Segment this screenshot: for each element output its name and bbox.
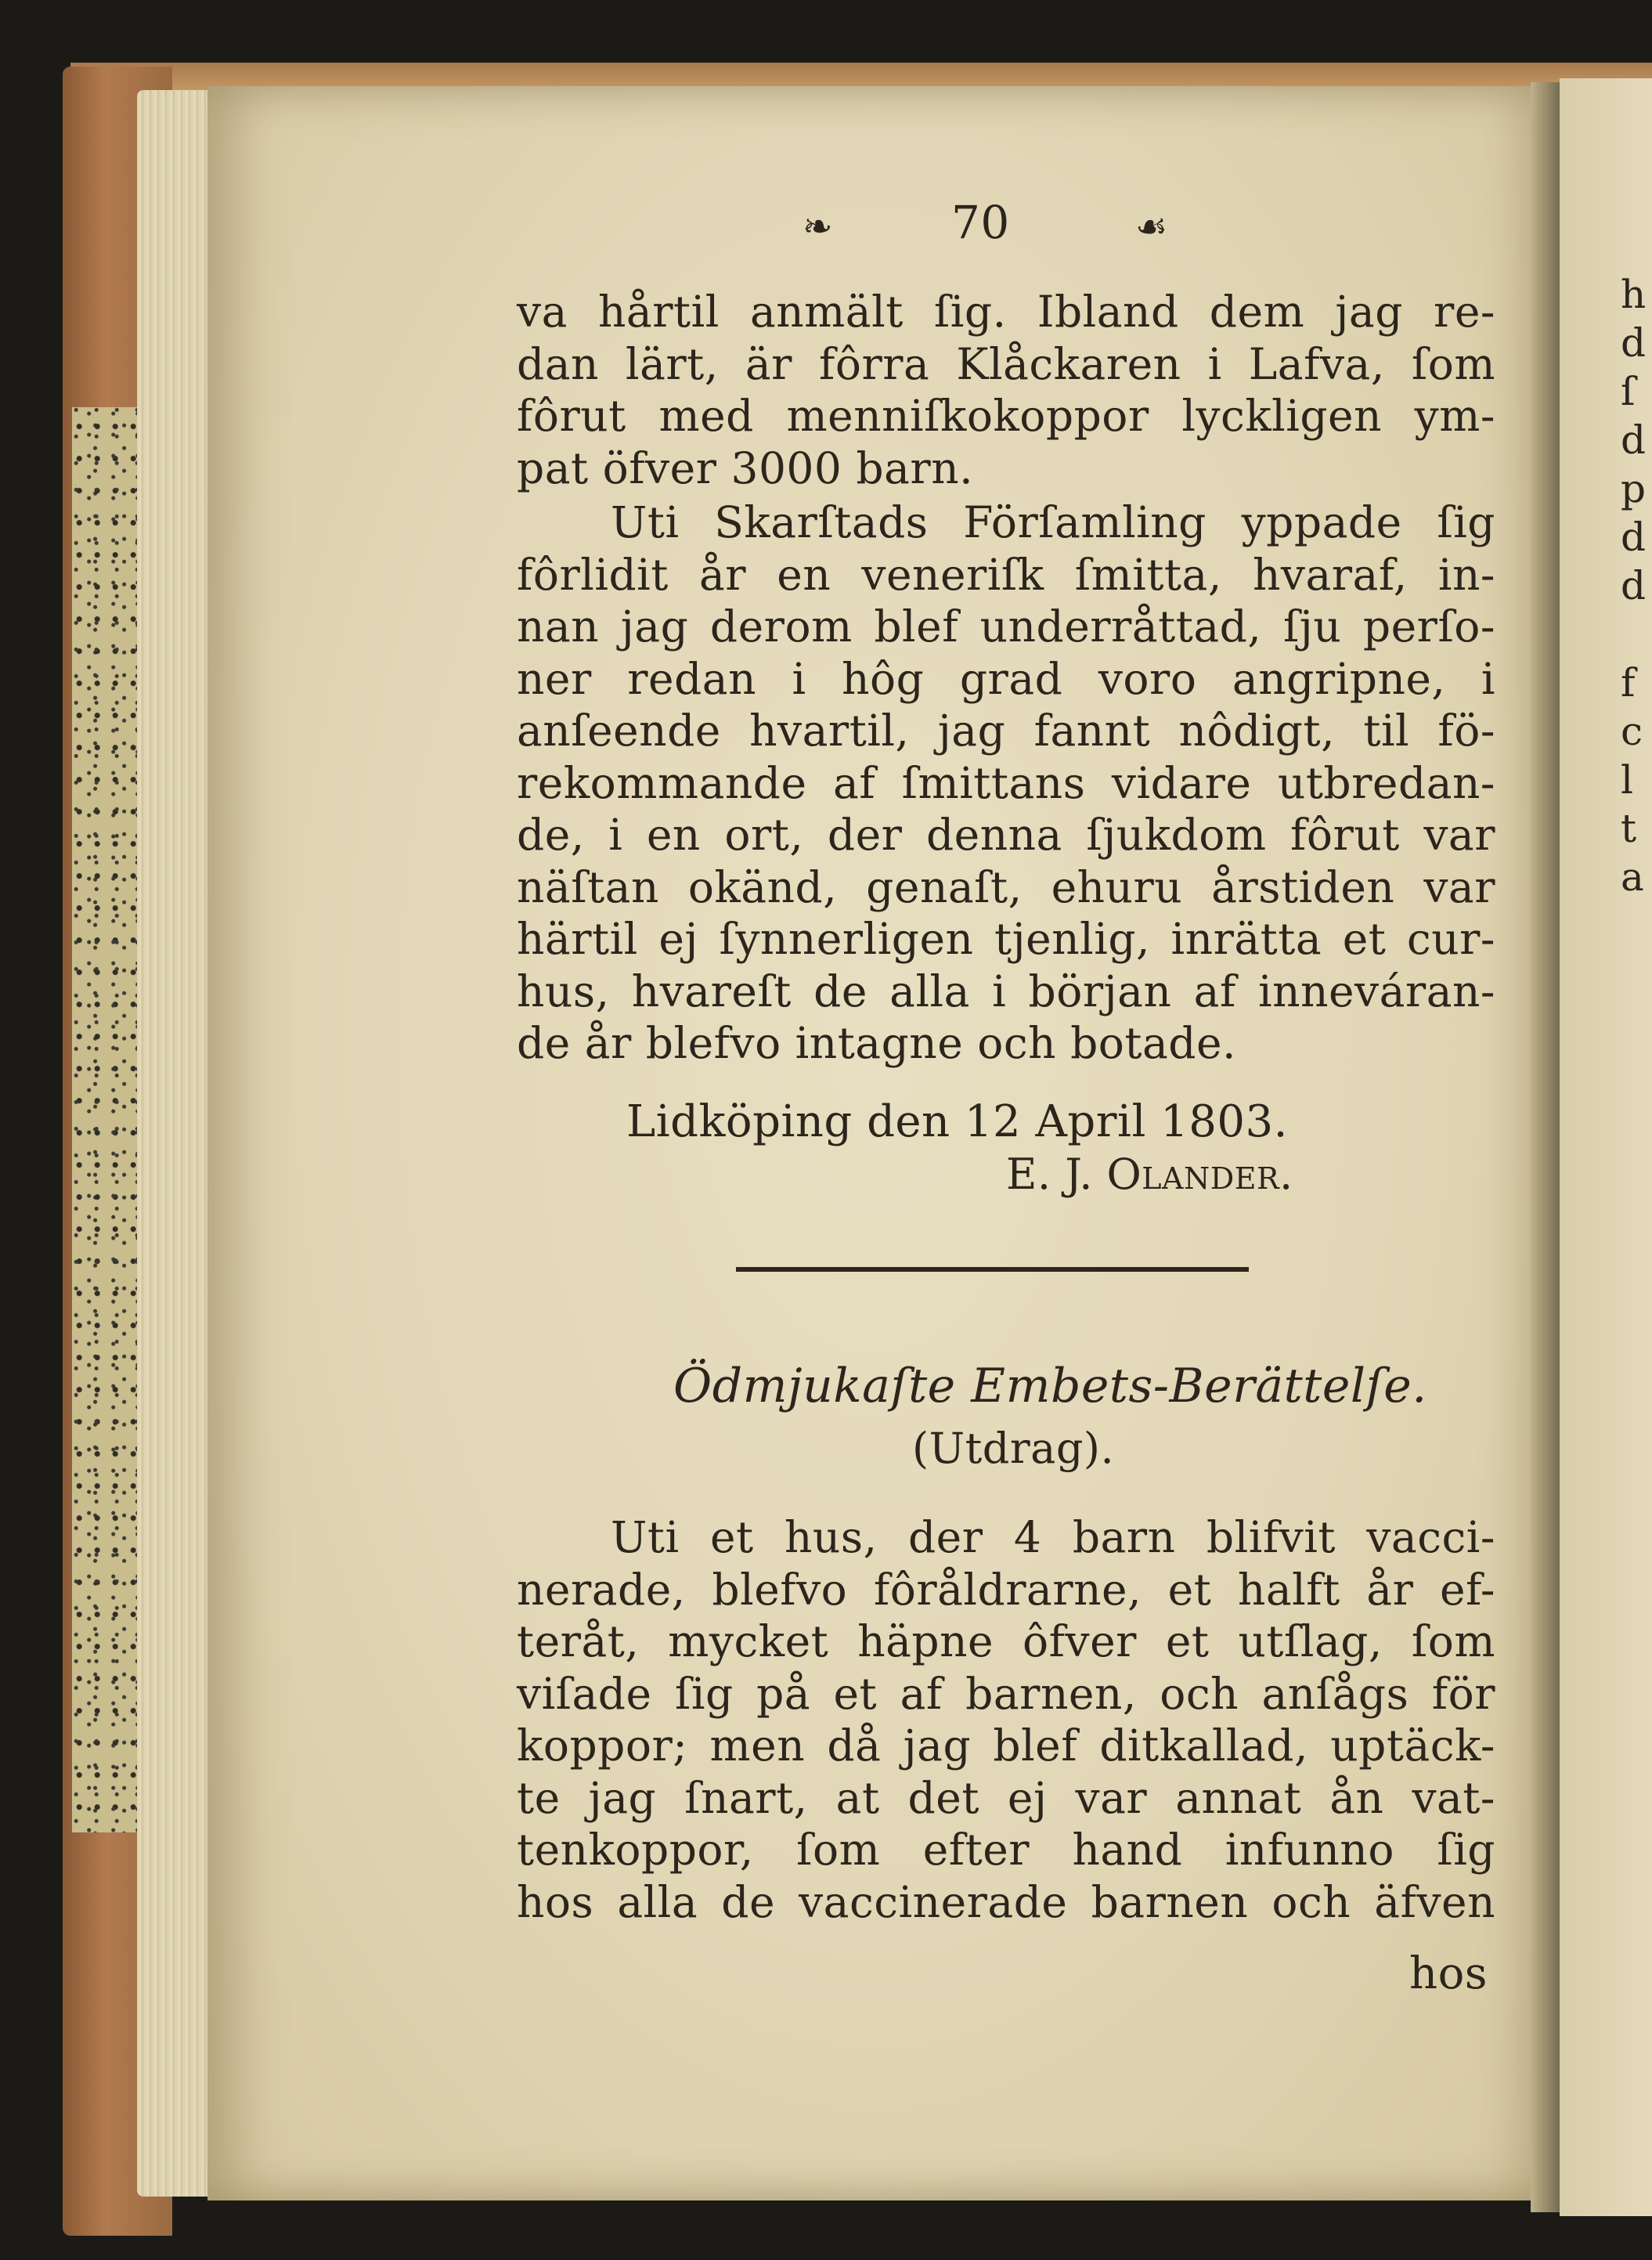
header-ornament-left: ❧ xyxy=(803,205,834,247)
text-line: härtil ej ſynnerligen tjenlig, inrätta et cur- xyxy=(517,914,1495,964)
facing-page-text xyxy=(1621,270,1647,901)
text-line: fôrut med menniſkokoppor lyckligen ym- xyxy=(517,391,1495,441)
text-line: va hårtil anmält ſig. Ibland dem jag re- xyxy=(517,287,1495,337)
section-subtitle: (Utdrag). xyxy=(912,1424,1115,1473)
section-divider xyxy=(736,1267,1249,1272)
text-line: Uti Skarſtads Förſamling yppade ſig xyxy=(611,497,1495,547)
facing-page-fragment: a xyxy=(1621,854,1645,900)
text-line: teråt, mycket häpne ôfver et utſlag, ſom xyxy=(517,1616,1495,1666)
facing-page-fragment: ſ xyxy=(1621,369,1636,414)
page-gutter xyxy=(1531,82,1562,2212)
text-line: nerade, blefvo fôråldrarne, et halft år ef- xyxy=(517,1564,1495,1615)
facing-page-fragment: c xyxy=(1621,709,1643,754)
facing-page-fragment: t xyxy=(1621,806,1637,851)
facing-page-fragment: p xyxy=(1621,466,1647,511)
text-line: dan lärt, är fôrra Klåckaren i Lafva, ſom xyxy=(517,338,1495,389)
facing-page-fragment: d xyxy=(1621,563,1647,608)
text-line: näſtan okänd, genaſt, ehuru årstiden var xyxy=(517,861,1495,912)
paragraph-3 xyxy=(517,1511,1495,1928)
facing-page-fragment: l xyxy=(1621,757,1634,803)
text-line: rekommande af ſmittans vidare utbredan- xyxy=(517,757,1495,808)
facing-page-fragment: f xyxy=(1621,660,1636,706)
page-number: 70 xyxy=(951,196,1010,249)
text-line: Uti et hus, der 4 barn blifvit vacci- xyxy=(611,1512,1495,1562)
catchword: hos xyxy=(1409,1948,1488,1999)
text-line: nan jag derom blef underråttad, ſju perſo- xyxy=(517,601,1495,652)
paragraph-1 xyxy=(517,286,1495,494)
text-line: anſeende hvartil, jag fannt nôdigt, til fö- xyxy=(517,706,1495,756)
text-line: fôrlidit år en veneriſk ſmitta, hvaraf, in- xyxy=(517,549,1495,600)
facing-page-fragment xyxy=(1621,610,1647,659)
facing-page-fragment: h xyxy=(1621,272,1647,317)
text-line: ner redan i hôg grad voro angripne, i xyxy=(517,653,1495,704)
facing-page-fragment: d xyxy=(1621,514,1647,560)
section-title: Ödmjukaſte Embets-Berättelſe. xyxy=(673,1359,1427,1413)
header-ornament-right: ☙ xyxy=(1135,205,1168,247)
text-line: tenkoppor, ſom efter hand infunno ſig xyxy=(517,1825,1495,1875)
paragraph-2 xyxy=(517,496,1495,1070)
text-line: de, i en ort, der denna ſjukdom fôrut var xyxy=(517,810,1495,860)
text-line: koppor; men då jag blef ditkallad, uptäck- xyxy=(517,1720,1495,1771)
facing-page-fragment: d xyxy=(1621,417,1647,463)
signature: E. J. Olander. xyxy=(1006,1150,1293,1199)
text-line: pat öfver 3000 barn. xyxy=(517,442,974,493)
text-line: hos alla de vaccinerade barnen och äfven xyxy=(517,1876,1495,1927)
text-line: te jag ſnart, at det ej var annat ån vat- xyxy=(517,1772,1495,1823)
facing-page-fragment: d xyxy=(1621,320,1647,366)
dateline: Lidköping den 12 April 1803. xyxy=(626,1096,1288,1147)
text-line: de år blefvo intagne och botade. xyxy=(517,1018,1237,1068)
text-line: hus, hvareſt de alla i början af inneváran- xyxy=(517,966,1495,1016)
text-line: viſade ſig på et af barnen, och anſågs för xyxy=(517,1668,1495,1719)
